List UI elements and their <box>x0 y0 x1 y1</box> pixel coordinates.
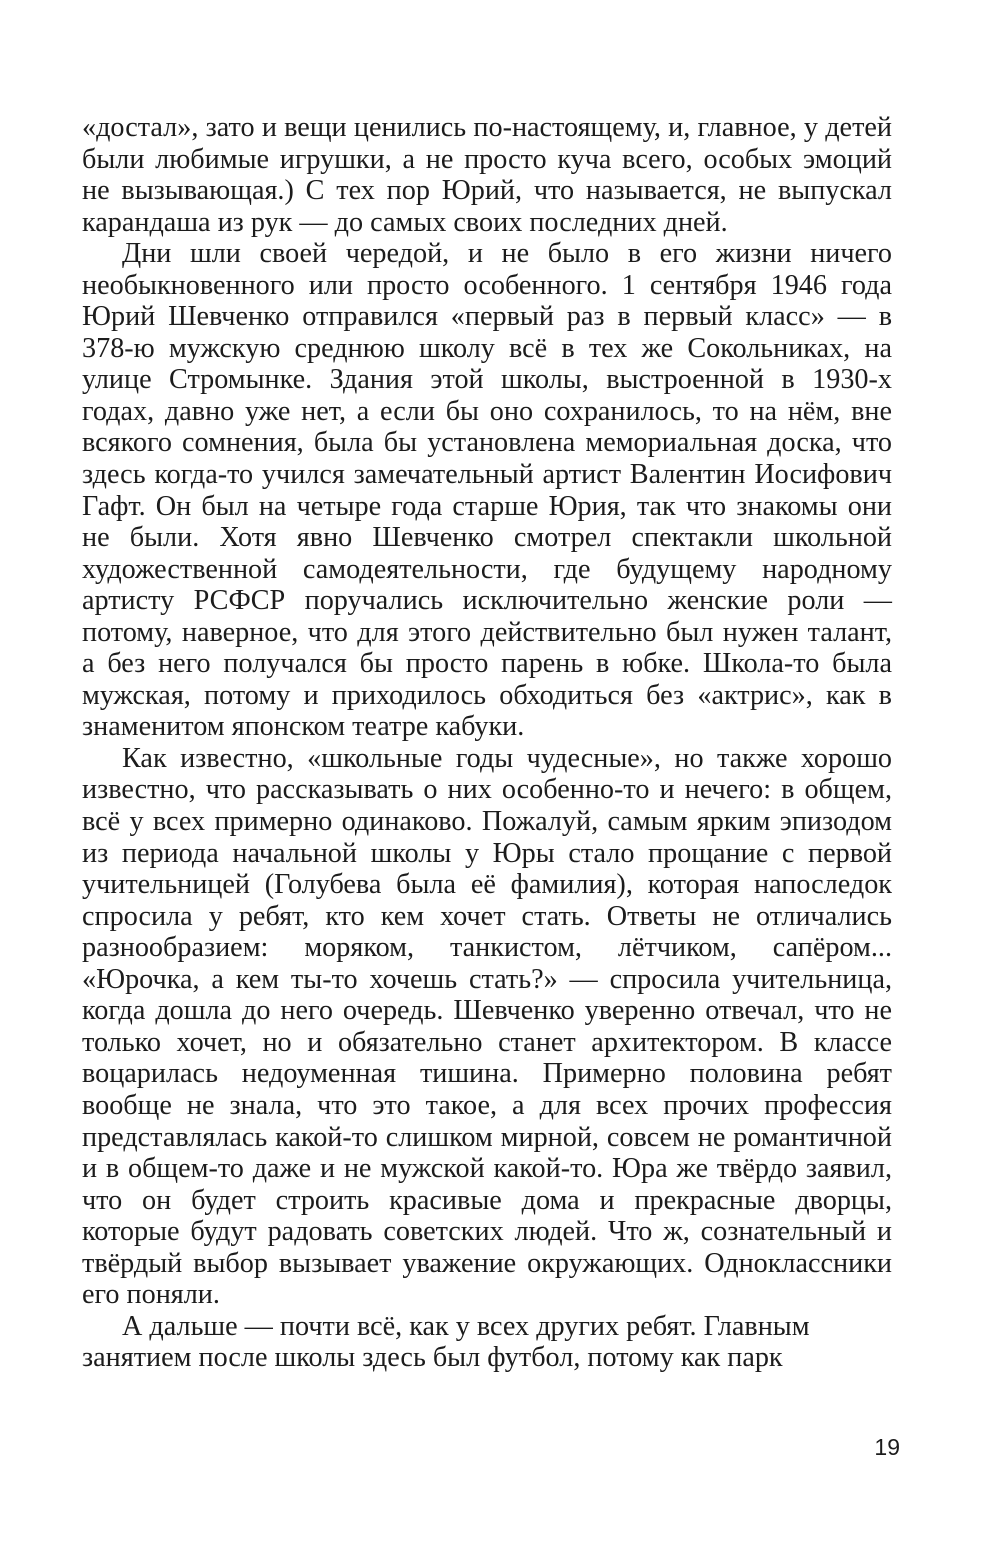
paragraph-school-start: Дни шли своей чередой, и не было в его жизни ничего необыкновенного или просто особенного. 1 сентября 1946 года Юрий Шевченко отправился «первый раз в первый класс» — в 378-ю мужскую среднюю школу всё в тех же Сокольниках, на улице Стромынке. Здания этой школы, выстроенной в 1930-х годах, давно уже нет, а если бы оно сохранилось, то на нём, вне всякого сомнения, была бы установлена мемориальная доска, что здесь когда-то учился замечательный артист Валентин Иосифович Гафт. Он был на четыре года старше Юрия, так что знакомы они не были. Хотя явно Шевченко смотрел спектакли школьной художественной самодеятельности, где будущему народному артисту РСФСР поручались исключительно женские роли — потому, наверное, что для этого действительно был нужен талант, а без него получался бы просто парень в юбке. Школа-то была мужская, потому и приходилось обходиться без «актрис», как в знаменитом японском театре кабуки. <box>82 238 892 743</box>
paragraph-school-years: Как известно, «школьные годы чудесные», но также хорошо известно, что рассказывать о них особенно-то и нечего: в общем, всё у всех примерно одинаково. Пожалуй, самым ярким эпизодом из периода начальной школы у Юры стало прощание с первой учительницей (Голубева была её фамилия), которая напоследок спросила у ребят, кто кем хочет стать. Ответы не отличались разнообразием: моряком, танкистом, лётчиком, сапёром... «Юрочка, а кем ты-то хочешь стать?» — спросила учительница, когда дошла до него очередь. Шевченко уверенно отвечал, что не только хочет, но и обязательно станет архитектором. В классе воцарилась недоуменная тишина. Примерно половина ребят вообще не знала, что это такое, а для всех прочих профессия представлялась какой-то слишком мирной, совсем не романтичной и в общем-то даже и не мужской какой-то. Юра же твёрдо заявил, что он будет строить красивые дома и прекрасные дворцы, которые будут радовать советских людей. Что ж, сознательный и твёрдый выбор вызывает уважение окружающих. Одноклассники его поняли. <box>82 742 892 1311</box>
paragraph-continuation: «достал», зато и вещи ценились по-настоящему, и, главное, у детей были любимые игрушки, а не просто куча всего, особых эмоций не вызывающая.) С тех пор Юрий, что называется, не выпускал карандаша из рук — до самых своих последних дней. <box>82 112 892 238</box>
page-number: 19 <box>874 1434 900 1460</box>
paragraph-after-school: А дальше — почти всё, как у всех других ребят. Главным занятием после школы здесь был футбол, потому как парк <box>82 1310 810 1374</box>
body-text <box>82 112 892 1374</box>
